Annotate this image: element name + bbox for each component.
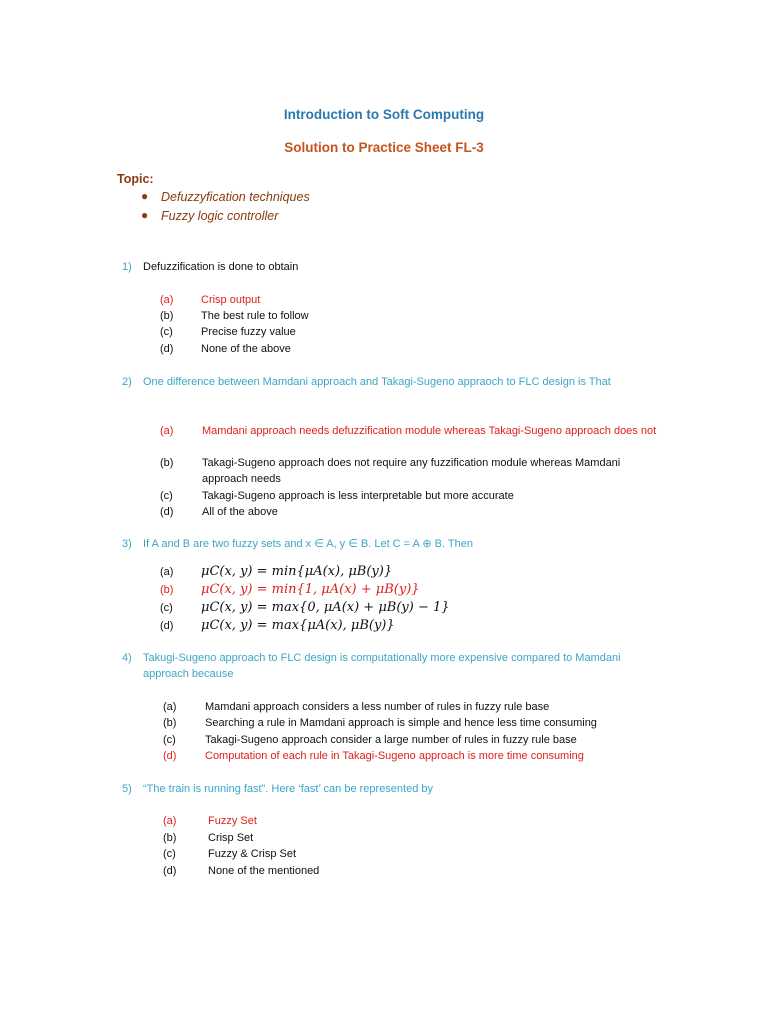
option-label: (c) bbox=[160, 490, 173, 502]
option-text: Takagi-Sugeno approach consider a large number of rules in fuzzy rule base bbox=[205, 734, 577, 746]
option-label: (a) bbox=[163, 815, 177, 827]
option-label: (a) bbox=[160, 294, 174, 306]
option-label: (b) bbox=[163, 717, 177, 729]
question-text: If A and B are two fuzzy sets and x ∈ A, y ∈ B. Let C = A ⊕ B. Then bbox=[143, 538, 473, 550]
option-text: Takagi-Sugeno approach does not require any fuzzification module whereas Mamdani approach needs bbox=[202, 457, 621, 485]
option-label: (c) bbox=[163, 734, 176, 746]
question-number: 4) bbox=[122, 652, 132, 664]
option-label: (d) bbox=[160, 343, 174, 355]
question-text: Takugi-Sugeno approach to FLC design is computationally more expensive compared to Mamdani approach because bbox=[143, 652, 621, 680]
option-label: (a) bbox=[163, 701, 177, 713]
option-text: Crisp Set bbox=[208, 832, 254, 844]
option-text: Takagi-Sugeno approach is less interpretable but more accurate bbox=[202, 490, 514, 502]
option-label: (c) bbox=[163, 848, 176, 860]
option-text: μC(x, y) = max{0, μA(x) + μB(y) − 1} bbox=[201, 600, 450, 615]
option-text: Fuzzy Set bbox=[208, 815, 257, 827]
option-label: (a) bbox=[160, 425, 174, 437]
topic-item-text: Defuzzyfication techniques bbox=[161, 190, 310, 204]
option-text: Precise fuzzy value bbox=[201, 326, 296, 338]
option-label: (a) bbox=[160, 566, 174, 578]
question-text: “The train is running fast”. Here ‘fast’ can be represented by bbox=[143, 783, 434, 795]
question-number: 3) bbox=[122, 538, 132, 550]
option-label: (d) bbox=[160, 620, 174, 632]
option-text: Crisp output bbox=[201, 294, 261, 306]
option-text: μC(x, y) = max{μA(x), μB(y)} bbox=[201, 618, 395, 633]
question-number: 1) bbox=[122, 261, 132, 273]
topic-label: Topic: bbox=[117, 172, 154, 186]
option-label: (b) bbox=[160, 584, 174, 596]
option-text: None of the above bbox=[201, 343, 291, 355]
option-label: (c) bbox=[160, 602, 173, 614]
bullet-icon: ● bbox=[141, 189, 149, 203]
option-label: (b) bbox=[163, 832, 177, 844]
option-label: (d) bbox=[160, 506, 174, 518]
option-label: (b) bbox=[160, 457, 174, 469]
option-text: μC(x, y) = min{μA(x), μB(y)} bbox=[201, 564, 393, 579]
topic-item-text: Fuzzy logic controller bbox=[161, 209, 279, 223]
question-text: Defuzzification is done to obtain bbox=[143, 261, 299, 273]
option-text: Computation of each rule in Takagi-Sugeno approach is more time consuming bbox=[205, 750, 584, 762]
option-label: (c) bbox=[160, 326, 173, 338]
option-text: Mamdani approach considers a less number of rules in fuzzy rule base bbox=[205, 701, 550, 713]
question-number: 2) bbox=[122, 376, 132, 388]
option-label: (d) bbox=[163, 750, 177, 762]
document-subtitle: Solution to Practice Sheet FL-3 bbox=[284, 140, 484, 155]
option-text: μC(x, y) = min{1, μA(x) + μB(y)} bbox=[201, 582, 420, 597]
document-title: Introduction to Soft Computing bbox=[283, 107, 485, 122]
option-label: (d) bbox=[163, 865, 177, 877]
option-label: (b) bbox=[160, 310, 174, 322]
option-text: All of the above bbox=[202, 506, 278, 518]
option-text: The best rule to follow bbox=[201, 310, 309, 322]
option-text: None of the mentioned bbox=[208, 865, 320, 877]
bullet-icon: ● bbox=[141, 208, 149, 222]
option-text: Mamdani approach needs defuzzification module whereas Takagi-Sugeno approach does not bbox=[202, 425, 657, 437]
question-number: 5) bbox=[122, 783, 132, 795]
option-text: Fuzzy & Crisp Set bbox=[208, 848, 297, 860]
option-text: Searching a rule in Mamdani approach is simple and hence less time consuming bbox=[205, 717, 597, 729]
question-text: One difference between Mamdani approach and Takagi-Sugeno appraoch to FLC design is That bbox=[143, 376, 611, 388]
